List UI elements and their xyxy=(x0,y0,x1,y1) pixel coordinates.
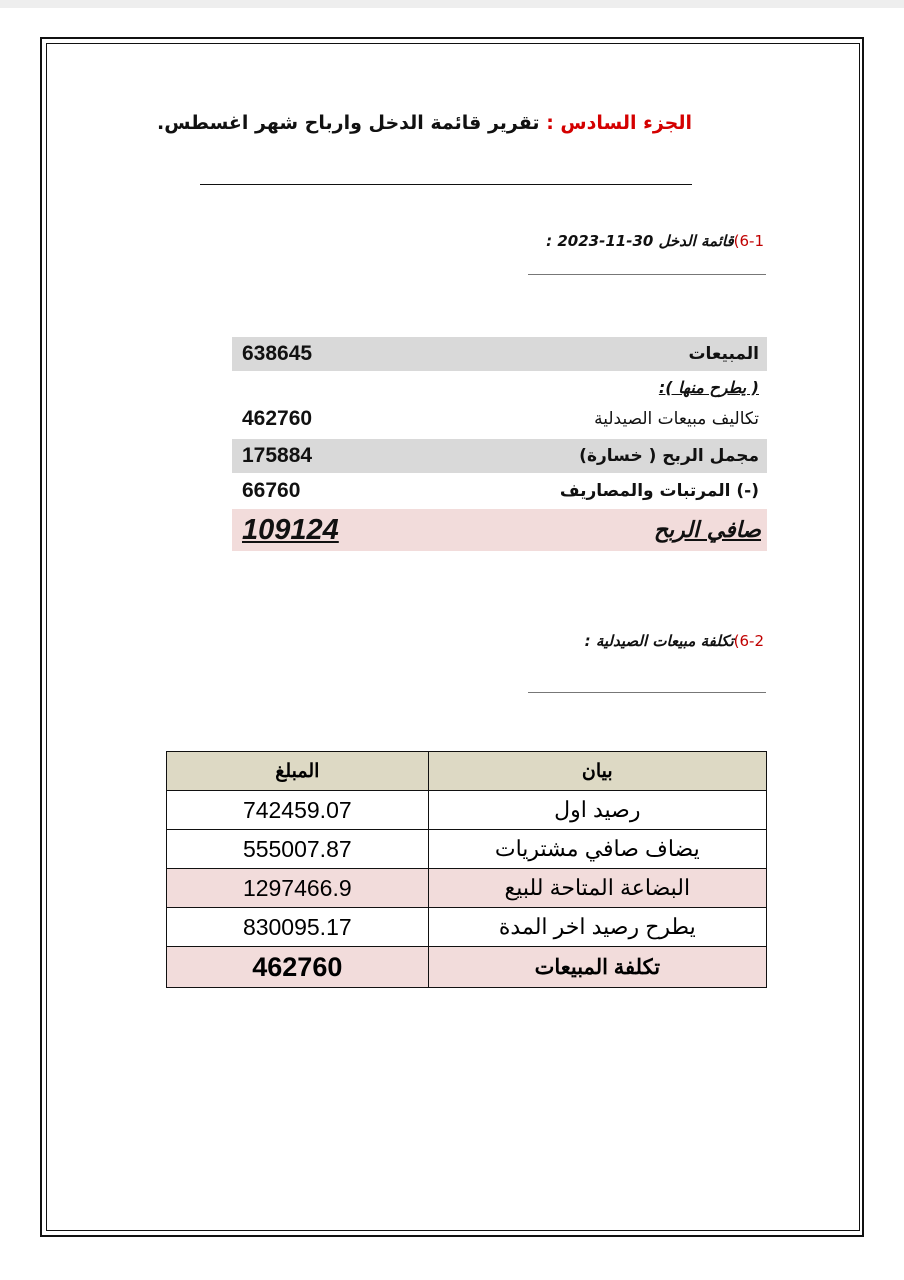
header-description: بيان xyxy=(428,752,766,791)
income-row-salaries xyxy=(232,474,767,508)
cost-value: 462760 xyxy=(242,407,313,430)
section-1-title: قائمة الدخل 30-11-2023 : xyxy=(546,232,734,250)
total-amount: 462760 xyxy=(167,947,429,988)
income-row-gross xyxy=(232,439,767,473)
row-description: البضاعة المتاحة للبيع xyxy=(428,869,766,908)
salaries-value: 66760 xyxy=(242,479,301,502)
part-label: الجزء السادس : xyxy=(546,112,692,134)
sales-label: المبيعات xyxy=(688,344,759,364)
row-description: رصيد اول xyxy=(428,791,766,830)
row-description: يطرح رصيد اخر المدة xyxy=(428,908,766,947)
section-2-number: 6-2) xyxy=(733,632,764,650)
income-row-sales xyxy=(232,337,767,371)
gross-label: مجمل الربح ( خسارة) xyxy=(579,446,759,466)
table-total-row xyxy=(167,947,767,988)
section-1-heading xyxy=(546,232,764,250)
income-row-net xyxy=(232,509,767,551)
total-description: تكلفة المبيعات xyxy=(428,947,766,988)
header-amount: المبلغ xyxy=(167,752,429,791)
income-row-deduct xyxy=(232,372,767,402)
net-label: صافي الربح xyxy=(653,517,761,543)
row-amount: 1297466.9 xyxy=(167,869,429,908)
report-title xyxy=(157,112,692,134)
net-value: 109124 xyxy=(242,513,339,546)
table-row xyxy=(167,908,767,947)
salaries-label: (-) المرتبات والمصاريف xyxy=(559,481,759,501)
section-2-heading xyxy=(585,632,764,650)
deduct-label: ( يطرح منها ): xyxy=(658,377,759,397)
cost-of-sales-table xyxy=(166,751,767,988)
cost-label: تكاليف مبيعات الصيدلية xyxy=(594,409,759,429)
section-2-title: تكلفة مبيعات الصيدلية : xyxy=(584,632,734,650)
sales-value: 638645 xyxy=(242,342,313,365)
title-divider xyxy=(200,184,692,185)
section-1-divider xyxy=(528,274,766,275)
row-amount: 830095.17 xyxy=(167,908,429,947)
section-1-number: 6-1) xyxy=(733,232,764,250)
table-row xyxy=(167,791,767,830)
income-row-cost xyxy=(232,402,767,436)
section-2-divider xyxy=(528,692,766,693)
table-row xyxy=(167,869,767,908)
gross-value: 175884 xyxy=(242,444,313,467)
row-amount: 742459.07 xyxy=(167,791,429,830)
row-description: يضاف صافي مشتريات xyxy=(428,830,766,869)
title-text: تقرير قائمة الدخل وارباح شهر اغسطس. xyxy=(156,112,540,134)
row-amount: 555007.87 xyxy=(167,830,429,869)
table-row xyxy=(167,830,767,869)
table-header-row xyxy=(167,752,767,791)
